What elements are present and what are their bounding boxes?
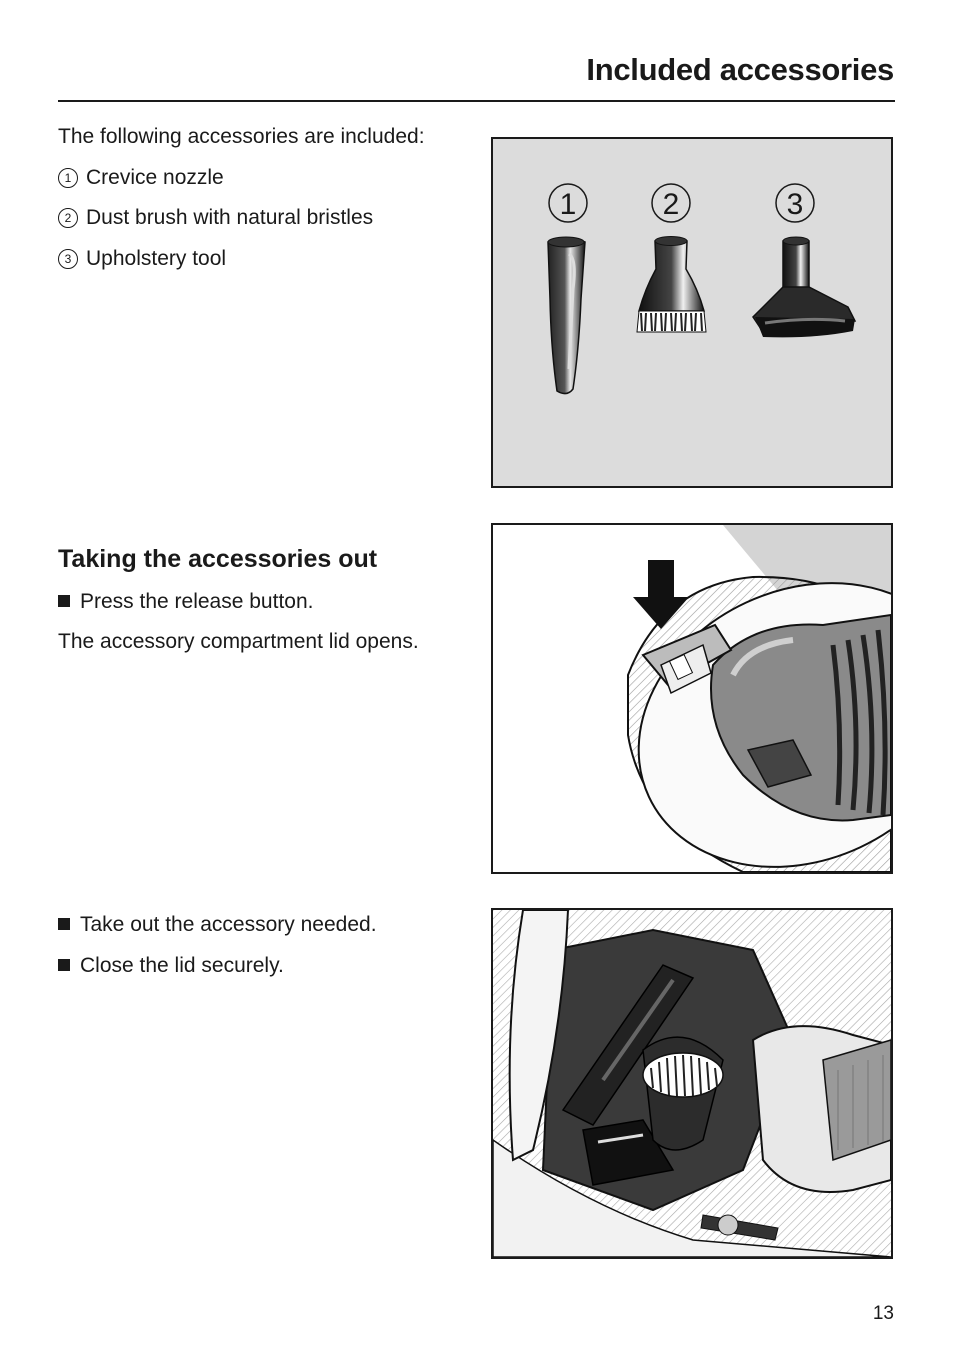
release-button-illustration (493, 525, 891, 872)
page-title: Included accessories (586, 52, 894, 87)
accessory-label: Upholstery tool (86, 247, 227, 270)
figure-marker-2: 2 (662, 188, 680, 221)
result-lid-opens: The accessory compartment lid opens. (58, 630, 419, 653)
accessory-label: Crevice nozzle (86, 166, 224, 189)
crevice-nozzle-icon (548, 237, 585, 394)
accessory-item-3 (58, 247, 226, 271)
step-text: Press the release button. (80, 590, 314, 613)
step-close-lid (58, 954, 284, 978)
item-number-marker: 2 (58, 208, 78, 228)
accessory-item-2 (58, 206, 373, 230)
bullet-icon (58, 918, 70, 930)
step-press-release (58, 590, 313, 614)
section-heading: Taking the accessories out (58, 545, 378, 573)
accessory-label: Dust brush with natural bristles (86, 206, 374, 229)
bullet-icon (58, 595, 70, 607)
accessories-illustration (493, 139, 891, 486)
item-number-marker: 1 (58, 168, 78, 188)
step-text: Take out the accessory needed. (80, 913, 377, 936)
figure-marker-1: 1 (559, 188, 577, 221)
step-take-out (58, 913, 377, 937)
item-number-marker: 3 (58, 249, 78, 269)
accessories-figure (491, 137, 893, 488)
upholstery-tool-icon (753, 237, 855, 337)
accessory-item-1 (58, 166, 224, 190)
step-text: Close the lid securely. (80, 954, 284, 977)
intro-text: The following accessories are included: (58, 125, 425, 148)
page-number: 13 (872, 1303, 894, 1324)
figure-marker-3: 3 (786, 188, 804, 221)
open-compartment-illustration (493, 910, 891, 1257)
bullet-icon (58, 959, 70, 971)
open-compartment-figure (491, 908, 893, 1259)
release-button-figure (491, 523, 893, 874)
title-rule (58, 100, 895, 102)
dust-brush-icon (637, 237, 706, 333)
